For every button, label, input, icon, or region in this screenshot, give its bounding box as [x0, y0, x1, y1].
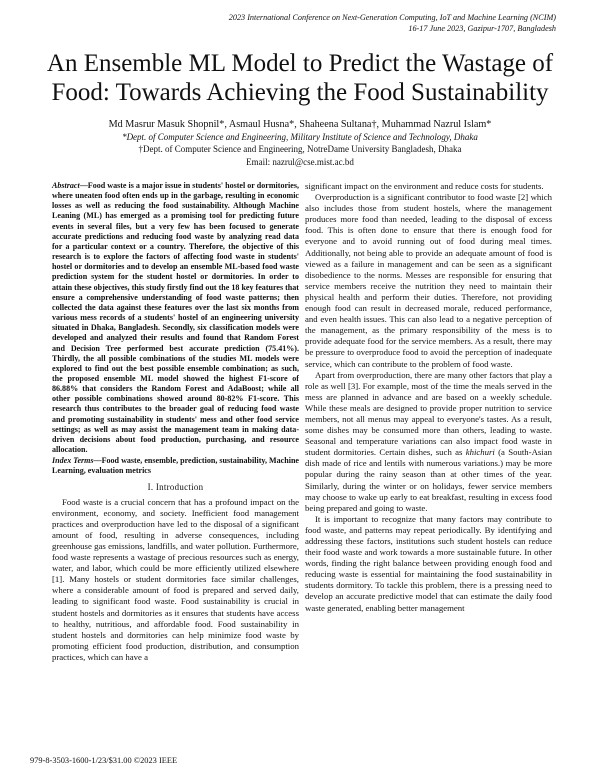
abstract-text: —Food waste is a major issue in students' hostel or dormitories, where uneaten food often ends up in the garbage, resulting in economic losses as well as reducing the food sustainability. Although Machine Leaning (ML) has emerged as a promising tool for predicting future events in several files, but a very few has been focused to generate accurate predictions and reducing food waste by analyzing read data for a particular context or a country. Therefore, the objective of this research is to explore the factors of affecting food waste in students' hostel or dormitories and to develop an ensemble ML-based food waste prediction system for the student hostel or dormitories. In order to attain these objectives, this study firstly find out the 18 key features that ensure a comprehensive understanding of food waste patterns; then collected the data against these features over the last six months from various mess records of a students' hostel of an engineering university situated in Dhaka, Bangladesh. Secondly, six classification models were developed and analyzed their results and found that Random Forest and Decision Tree performed best accurate prediction (75.41%). Thirdly, the all possible combinations of the studies ML models were explored to find out the best possible ensemble combination; as such, the proposed ensemble ML model showed the highest F1-score of 86.88% that considers the Random Forest and AdaBoost; while all other possible combinations showed around 80-82% F1-score. This research thus contributes to the broader goal of reducing food waste and promoting sustainability in students' mess and other food service settings; as well as may assist the management team in making data-driven decisions about food production, purchasing, and resource allocation. [52, 181, 299, 455]
copyright-footer: 979-8-3503-1600-1/23/$31.00 ©2023 IEEE [30, 756, 178, 765]
index-terms-text: —Food waste, ensemble, prediction, sustainability, Machine Learning, evaluation metrics [52, 456, 299, 476]
contact-email: Email: nazrul@cse.mist.ac.bd [246, 157, 354, 167]
factors-text-b: (a South-Asian dish made of rice and lentils with numerous variations.) may be more popular during the rainy season than at other times of the year. Similarly, during the winter or on holidays, fewer service members may choose to wake up early to eat breakfast, resulting in excess food being prepared and going to waste. [305, 447, 552, 513]
intro-paragraph-factors [305, 370, 552, 514]
conference-date-location: 16-17 June 2023, Gazipur-1707, Bangladesh [408, 24, 556, 33]
paper-title [20, 49, 580, 107]
intro-paragraph-continuation: significant impact on the environment and reduce costs for students. [305, 181, 544, 191]
index-terms [52, 456, 299, 476]
intro-paragraph-prediction-need: It is important to recognize that many factors may contribute to food waste, and patterns may repeat periodically. By identifying and addressing these factors, institutions such student hostels can reduce their food waste and work towards a more sustainable future. In other words, finding the right balance between providing enough food and reducing waste is essential for maintaining the food sustainability in students dormitory. To tackle this problem, there is a pressing need to develop an accurate predictive model that can estimate the daily food waste generated, enabling better management [305, 513, 552, 613]
intro-paragraph-1: Food waste is a crucial concern that has a profound impact on the environment, economy, and society. Inefficient food management practices and overproduction have led to the disposal of a significant amount of food, resulting in adverse consequences, including greenhouse gas emissions, landfills, and water pollution. Furthermore, food waste represents a wastage of precious resources such as energy, water, and labor, which could be more efficiently utilized elsewhere [1]. Many hostels or student dormitories face similar challenges, where a considerable amount of food is prepared and served daily, leading to significant food waste. Food sustainability is crucial in student hostels and dormitories as it ensures that students have access to healthy, nutritious, and affordable food. Food sustainability in student hostels and dormitories can help minimize food waste by promoting efficient food production, distribution, and consumption practices, which can have a [52, 496, 299, 662]
author-list: Md Masrur Masuk Shopnil*, Asmaul Husna*, Shaheena Sultana†, Muhammad Nazrul Islam* [108, 119, 492, 130]
dish-name: khichuri [465, 447, 495, 458]
abstract-lead: Abstract [52, 181, 80, 190]
factors-text-a: Apart from overproduction, there are many other factors that play a role as well [3]. For example, most of the time the meals served in the mess are planned in advance and are based on a weekly schedule. While these meals are designed to provide proper nutrition to service members, not all menus may appeal to everyone's tastes. As a result, some dishes may be consumed more than others, leading to waste. Seasonal and temperature variations can also impact food waste in student dormitories. Certain dishes, such as [305, 369, 552, 458]
affiliation-1: *Dept. of Computer Science and Engineering, Military Institute of Science and Technology, Dhaka [122, 132, 478, 142]
conference-name: 2023 International Conference on Next-Generation Computing, IoT and Machine Learning (NCIM) [228, 13, 556, 22]
index-terms-lead: Index Terms [52, 456, 94, 466]
title-line-2: Food: Towards Achieving the Food Sustainability [51, 79, 549, 106]
section-heading-introduction: I. Introduction [147, 481, 204, 492]
conference-header [229, 12, 556, 34]
intro-paragraph-overproduction: Overproduction is a significant contributor to food waste [2] which also includes those from student hostels, where the management produces more food than needed, leading to the disposal of excess food. This is often done to ensure that there is enough food for everyone and to avoid running out of food during meal times. Additionally, not being able to provide an adequate amount of food is viewed as a failure in management and can be seen as a significant disobedience to the norms. Messes are responsible for ensuring that service members receive the nutrition they need to maintain their physical health and perform their duties. Therefore, not providing enough food can result in decreased morale, reduced performance, and even health issues. This can also lead to a negative perception of the management, as the primary responsibility of the mess is to provide adequate food for the service members. As a result, there may be pressure to overproduce food to avoid the perception of inadequate service, which can contribute to the problem of food waste. [305, 192, 552, 369]
affiliation-2: †Dept. of Computer Science and Engineering, NotreDame University Bangladesh, Dhaka [138, 144, 462, 154]
right-column [305, 181, 552, 614]
left-column [52, 181, 299, 663]
abstract [52, 181, 299, 455]
title-line-1: An Ensemble ML Model to Predict the Wastage of [46, 50, 554, 77]
